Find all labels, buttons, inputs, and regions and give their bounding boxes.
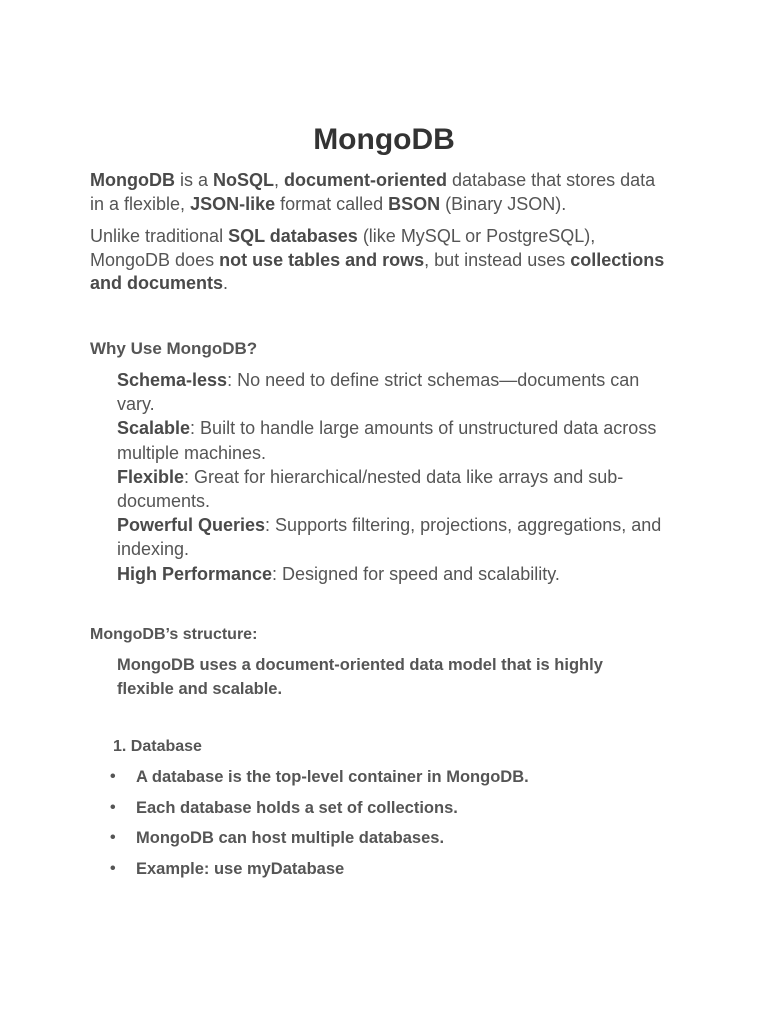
bold-not-tables: not use tables and rows — [219, 249, 425, 270]
why-item-flexible: Flexible: Great for hierarchical/nested data like arrays and sub-documents. — [117, 466, 624, 512]
why-item-high-performance: High Performance: Designed for speed and scalability. — [117, 563, 560, 584]
bullet-icon: • — [110, 798, 116, 816]
bold-sql-databases: SQL databases — [228, 226, 358, 246]
page-title: MongoDB — [313, 123, 455, 156]
why-item-powerful-queries: Powerful Queries: Supports filtering, projections, aggregations, and indexing. — [117, 515, 662, 560]
intro-paragraph-2: Unlike traditional SQL databases (like MySQL or PostgreSQL), MongoDB does not use tables and rows, but instead uses collections and documents. — [90, 226, 665, 293]
bold-bson: BSON — [388, 193, 441, 214]
intro-paragraph-1: MongoDB is a NoSQL, document-oriented database that stores data in a flexible, JSON-like format called BSON (Binary JSON). — [90, 170, 656, 214]
bold-collections-documents: collections and documents — [90, 249, 665, 293]
database-bullet-list — [110, 766, 670, 888]
bullet-icon: • — [110, 859, 116, 877]
list-item: • A database is the top-level container in MongoDB. — [110, 768, 529, 786]
bold-document-oriented: document-oriented — [284, 170, 448, 190]
why-list — [117, 368, 677, 586]
structure-heading: MongoDB’s structure: — [90, 626, 258, 643]
bullet-icon: • — [110, 768, 116, 785]
structure-description: MongoDB uses a document-oriented data model that is highly flexible and scalable. — [117, 656, 603, 698]
bold-json-like: JSON-like — [190, 193, 276, 214]
bullet-icon: • — [110, 829, 116, 846]
why-item-scalable: Scalable: Built to handle large amounts of unstructured data across multiple machines. — [117, 418, 657, 463]
list-item: • Each database holds a set of collections. — [110, 798, 458, 817]
section-database-label: 1. Database — [113, 738, 202, 755]
why-item-schema-less: Schema-less: No need to define strict schemas—documents can vary. — [117, 370, 640, 415]
list-item: • MongoDB can host multiple databases. — [110, 829, 445, 847]
bold-nosql: NoSQL — [213, 170, 274, 190]
why-heading: Why Use MongoDB? — [90, 339, 258, 358]
list-item: • Example: use myDatabase — [110, 859, 345, 878]
bold-mongodb: MongoDB — [90, 170, 175, 190]
